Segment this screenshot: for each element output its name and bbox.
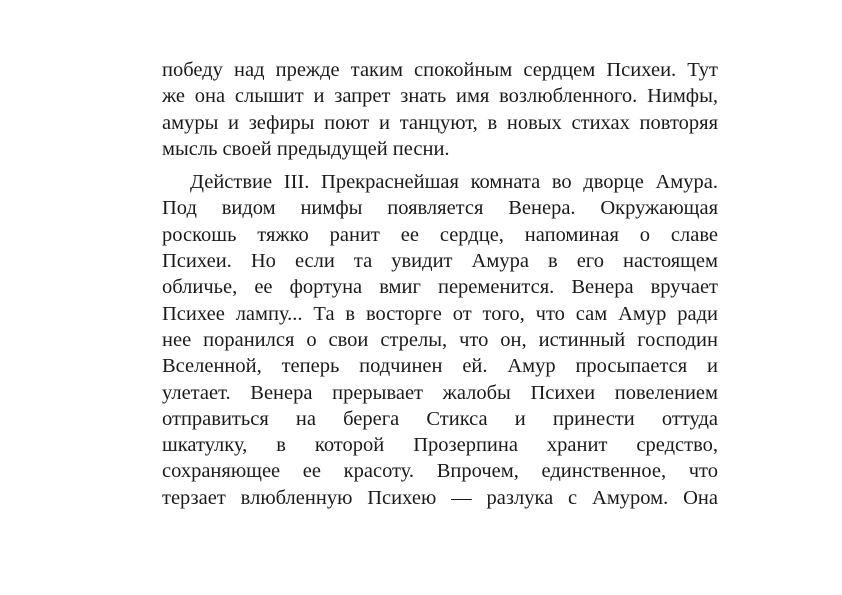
text-line: Психеи. Но если та увидит Амура в его настоящем	[162, 250, 718, 273]
text-line: нее поранился о свои стрелы, что он, истинный господин	[162, 328, 718, 351]
text-line: улетает. Венера прерывает жалобы Психеи повелением	[162, 381, 718, 404]
paragraph-2	[162, 169, 718, 511]
text-line: Действие III. Прекраснейшая комната во дворце Амура.	[190, 171, 718, 194]
text-line: Под видом нимфы появляется Венера. Окружающая	[162, 197, 718, 220]
text-line: отправиться на берега Стикса и принести оттуда	[162, 407, 718, 430]
text-line: обличье, ее фортуна вмиг переменится. Венера вручает	[162, 276, 718, 299]
text-line: мысль своей предыдущей песни.	[162, 137, 450, 160]
text-line: Психее лампу... Та в восторге от того, что сам Амур ради	[162, 302, 718, 325]
text-line: сохраняющее ее красоту. Впрочем, единственное, что	[162, 460, 718, 483]
text-line: амуры и зефиры поют и танцуют, в новых стихах повторяя	[162, 111, 718, 134]
text-line: терзает влюбленную Психею — разлука с Амуром. Она	[162, 486, 718, 509]
body-text	[162, 57, 718, 511]
paragraph-spacer	[162, 162, 718, 169]
text-line: роскошь тяжко ранит ее сердце, напоминая о славе	[162, 223, 718, 246]
text-line: Вселенной, теперь подчинен ей. Амур просыпается и	[162, 355, 718, 378]
text-line: победу над прежде таким спокойным сердцем Психеи. Тут	[162, 59, 718, 81]
text-line: же она слышит и запрет знать имя возлюбленного. Нимфы,	[162, 85, 718, 108]
paragraph-1	[162, 57, 718, 162]
text-line: шкатулку, в которой Прозерпина хранит средство,	[162, 434, 718, 457]
